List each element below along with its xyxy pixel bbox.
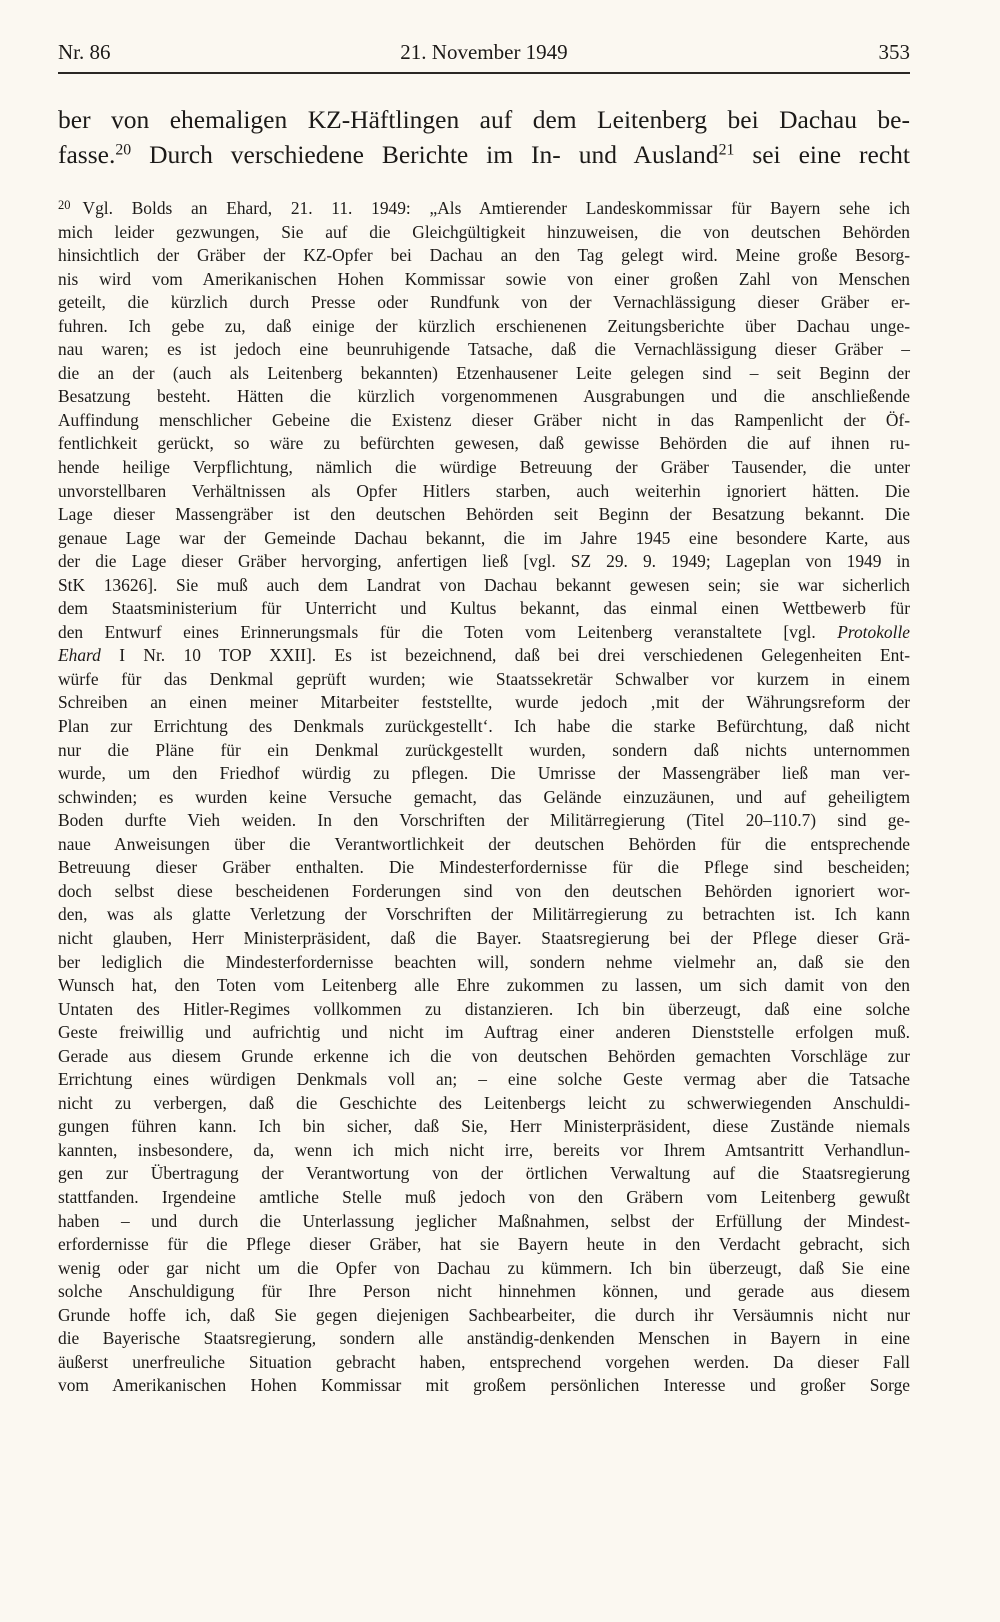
footnote-line: gungen führen kann. Ich bin sicher, daß Sie, Herr Ministerpräsident, diese Zustände niemals bbox=[58, 1116, 910, 1137]
footnote-line: nicht zu verbergen, daß die Geschichte des Leitenbergs leicht zu schwerwiegenden Anschuldi- bbox=[58, 1092, 910, 1113]
main-text bbox=[58, 102, 910, 172]
footnote-line: Ehard I Nr. 10 TOP XXII]. Es ist bezeichnend, daß bei drei verschiedenen Gelegenheiten Ent- bbox=[58, 645, 910, 666]
page-number: 353 bbox=[878, 40, 910, 64]
footnote-line: Lage dieser Massengräber ist den deutschen Behörden seit Beginn der Besatzung bekannt. Die bbox=[58, 504, 910, 525]
header-date: 21. November 1949 bbox=[400, 40, 568, 64]
footnote-italic: Protokolle bbox=[837, 621, 910, 642]
footnote-line: Untaten des Hitler-Regimes vollkommen zu distanzieren. Ich bin überzeugt, daß eine solche bbox=[58, 998, 910, 1019]
footnote-line: doch selbst diese bescheidenen Forderungen sind von den deutschen Behörden ignoriert wor- bbox=[58, 880, 910, 901]
footnote-line: Plan zur Errichtung des Denkmals zurückgestellt‘. Ich habe die starke Befürchtung, daß nicht bbox=[58, 716, 910, 737]
footnote-line: Geste freiwillig und aufrichtig und nicht im Auftrag einer anderen Dienststelle erfolgen muß. bbox=[58, 1022, 910, 1043]
footnote-italic: Ehard bbox=[58, 645, 101, 666]
footnote-ref-20: 20 bbox=[115, 141, 132, 159]
main-text-line-2-middle: Durch verschiedene Berichte im In- und Ausland bbox=[131, 140, 719, 169]
footnote-line: die Bayerische Staatsregierung, sondern alle anständig-denkenden Menschen in Bayern in eine bbox=[58, 1328, 910, 1349]
footnote-line: der die Lage dieser Gräber hervorging, anfertigen ließ [vgl. SZ 29. 9. 1949; Lageplan von 1949 in bbox=[58, 551, 910, 572]
issue-number: Nr. 86 bbox=[58, 40, 111, 64]
footnote-line: ber lediglich die Mindesterfordernisse beachten will, sondern nehme vielmehr an, daß sie den bbox=[58, 951, 910, 972]
footnote-ref-21: 21 bbox=[718, 141, 735, 159]
main-text-line-2-start: fasse. bbox=[58, 140, 116, 169]
footnote-line: Gerade aus diesem Grunde erkenne ich die von deutschen Behörden gemachten Vorschläge zur bbox=[58, 1045, 910, 1066]
footnote-line: fuhren. Ich gebe zu, daß einige der kürzlich erschienenen Zeitungsberichte über Dachau unge- bbox=[58, 315, 910, 336]
footnote-line bbox=[58, 194, 910, 221]
footnote-line: haben – und durch die Unterlassung jeglicher Maßnahmen, selbst der Erfüllung der Mindest- bbox=[58, 1210, 910, 1231]
running-header bbox=[58, 40, 910, 74]
footnote-line: vom Amerikanischen Hohen Kommissar mit großem persönlichen Interesse und großer Sorge bbox=[58, 1375, 910, 1396]
footnote-line: nau waren; es ist jedoch eine beunruhigende Tatsache, daß die Vernachlässigung dieser Gräber – bbox=[58, 339, 910, 360]
document-page bbox=[58, 40, 910, 1398]
footnote-line: würfe für das Denkmal geprüft wurden; wie Staatssekretär Schwalber vor kurzem in einem bbox=[58, 668, 910, 689]
main-text-line-2-end: sei eine recht bbox=[734, 140, 910, 169]
footnote-line: fentlichkeit gerückt, so wäre zu befürchten gewesen, daß gewisse Behörden die auf ihnen ru- bbox=[58, 433, 910, 454]
footnote-line: die an der (auch als Leitenberg bekannten) Etzenhausener Leite gelegen sind – seit Beginn der bbox=[58, 362, 910, 383]
footnote-line-text: Vgl. Bolds an Ehard, 21. 11. 1949: „Als Amtierender Landeskommissar für Bayern sehe ich bbox=[82, 198, 910, 218]
footnote-line: stattfanden. Irgendeine amtliche Stelle muß jedoch von den Gräbern vom Leitenberg gewußt bbox=[58, 1186, 910, 1207]
footnote-marker: 20 bbox=[58, 198, 71, 212]
footnote-line: Schreiben an einen meiner Mitarbeiter feststellte, wurde jedoch ‚mit der Währungsreform der bbox=[58, 692, 910, 713]
footnote-line: nicht glauben, Herr Ministerpräsident, daß die Bayer. Staatsregierung bei der Pflege dieser Grä- bbox=[58, 927, 910, 948]
footnote-line: StK 13626]. Sie muß auch dem Landrat von Dachau bekannt gewesen sein; sie war sicherlich bbox=[58, 574, 910, 595]
main-text-line-2 bbox=[58, 137, 910, 172]
footnote-line: Grunde hoffe ich, daß Sie gegen diejenigen Sachbearbeiter, die durch ihr Versäumnis nicht nur bbox=[58, 1304, 910, 1325]
footnote-line: Betreuung dieser Gräber enthalten. Die Mindesterfordernisse für die Pflege sind bescheiden; bbox=[58, 857, 910, 878]
footnote-line: genaue Lage war der Gemeinde Dachau bekannt, die im Jahre 1945 eine besondere Karte, aus bbox=[58, 527, 910, 548]
footnote-line: äußerst unerfreuliche Situation gebracht haben, entsprechend vorgehen werden. Da dieser Fall bbox=[58, 1351, 910, 1372]
footnote-line: erfordernisse für die Pflege dieser Gräber, hat sie Bayern heute in den Verdacht gebracht, sich bbox=[58, 1234, 910, 1255]
footnote-line: den, was als glatte Verletzung der Vorschriften der Militärregierung zu betrachten ist. Ich kann bbox=[58, 904, 910, 925]
footnote-line: nur die Pläne für ein Denkmal zurückgestellt wurden, sondern daß nichts unternommen bbox=[58, 739, 910, 760]
main-text-line-1: ber von ehemaligen KZ-Häftlingen auf dem Leitenberg bei Dachau be- bbox=[58, 105, 910, 134]
footnote-line: kannten, insbesondere, da, wenn ich mich nicht irre, bereits vor Ihrem Amtsantritt Verhandlun- bbox=[58, 1139, 910, 1160]
footnote-line: hinsichtlich der Gräber der KZ-Opfer bei Dachau an den Tag gelegt wird. Meine große Besorg- bbox=[58, 245, 910, 266]
footnote-line: Errichtung eines würdigen Denkmals voll an; – eine solche Geste vermag aber die Tatsache bbox=[58, 1069, 910, 1090]
footnote-line: Wunsch hat, den Toten vom Leitenberg alle Ehre zukommen zu lassen, um sich damit von den bbox=[58, 975, 910, 996]
footnote-line: wenig oder gar nicht um die Opfer von Dachau zu kümmern. Ich bin überzeugt, daß Sie eine bbox=[58, 1257, 910, 1278]
footnote-line: solche Anschuldigung für Ihre Person nicht hinnehmen können, und gerade aus diesem bbox=[58, 1281, 910, 1302]
footnote-line: Auffindung menschlicher Gebeine die Existenz dieser Gräber nicht in das Rampenlicht der Öf- bbox=[58, 409, 910, 430]
footnote-line: dem Staatsministerium für Unterricht und Kultus bekannt, das einmal einen Wettbewerb für bbox=[58, 598, 910, 619]
footnote-line: nis wird vom Amerikanischen Hohen Kommissar sowie von einer großen Zahl von Menschen bbox=[58, 268, 910, 289]
footnote-line: gen zur Übertragung der Verantwortung von der örtlichen Verwaltung auf die Staatsregierung bbox=[58, 1163, 910, 1184]
footnote-line: geteilt, die kürzlich durch Presse oder Rundfunk von der Vernachlässigung dieser Gräber er- bbox=[58, 292, 910, 313]
footnote-line: Besatzung besteht. Hätten die kürzlich vorgenommenen Ausgrabungen und die anschließende bbox=[58, 386, 910, 407]
footnote-line: den Entwurf eines Erinnerungsmals für die Toten vom Leitenberg veranstaltete [vgl. Protokolle bbox=[58, 621, 910, 642]
footnote-line: mich leider gezwungen, Sie auf die Gleichgültigkeit hinzuweisen, die von deutschen Behörden bbox=[58, 221, 910, 242]
footnote-line: hende heilige Verpflichtung, nämlich die würdige Betreuung der Gräber Tausender, die unter bbox=[58, 457, 910, 478]
footnote-line: Boden durfte Vieh weiden. In den Vorschriften der Militärregierung (Titel 20–110.7) sind ge- bbox=[58, 810, 910, 831]
footnote-line: naue Anweisungen über die Verantwortlichkeit der deutschen Behörden für die entsprechende bbox=[58, 833, 910, 854]
footnote-line: unvorstellbaren Verhältnissen als Opfer Hitlers starben, auch weiterhin ignoriert hätten. Die bbox=[58, 480, 910, 501]
footnote-line: wurde, um den Friedhof würdig zu pflegen. Die Umrisse der Massengräber ließ man ver- bbox=[58, 763, 910, 784]
footnote-line: schwinden; es wurden keine Versuche gemacht, das Gelände einzuzäunen, und auf geheiligtem bbox=[58, 786, 910, 807]
footnote-20 bbox=[58, 194, 910, 1398]
